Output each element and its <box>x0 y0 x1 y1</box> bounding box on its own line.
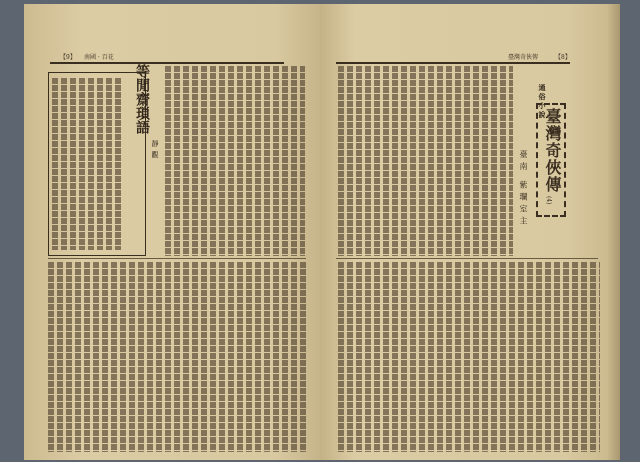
right-divider <box>336 258 598 259</box>
page-edges <box>608 4 620 460</box>
left-running-header: 南國 · 百花 <box>84 54 114 61</box>
story-author: 臺南 紫瓓室主 <box>519 150 528 229</box>
installment-number: (4) <box>545 196 552 205</box>
left-lower-text <box>48 262 306 452</box>
story-title: 臺灣奇俠傳 <box>543 108 562 193</box>
column-text-block <box>52 78 124 250</box>
left-upper-text <box>165 66 305 256</box>
left-header-rule <box>50 62 284 64</box>
right-page-number: 【8】 <box>555 54 571 61</box>
right-header-rule <box>336 62 570 64</box>
left-divider <box>48 258 306 259</box>
right-running-header: 臺灣奇俠傳 <box>508 54 539 61</box>
right-lower-text <box>338 262 600 452</box>
left-page-number: 【9】 <box>60 54 76 61</box>
column-author: 靜觀 <box>151 140 159 162</box>
right-upper-text <box>338 66 513 256</box>
column-title: 等閒齋瑣語 <box>134 64 150 134</box>
section-label: 通俗小說 <box>538 84 547 120</box>
